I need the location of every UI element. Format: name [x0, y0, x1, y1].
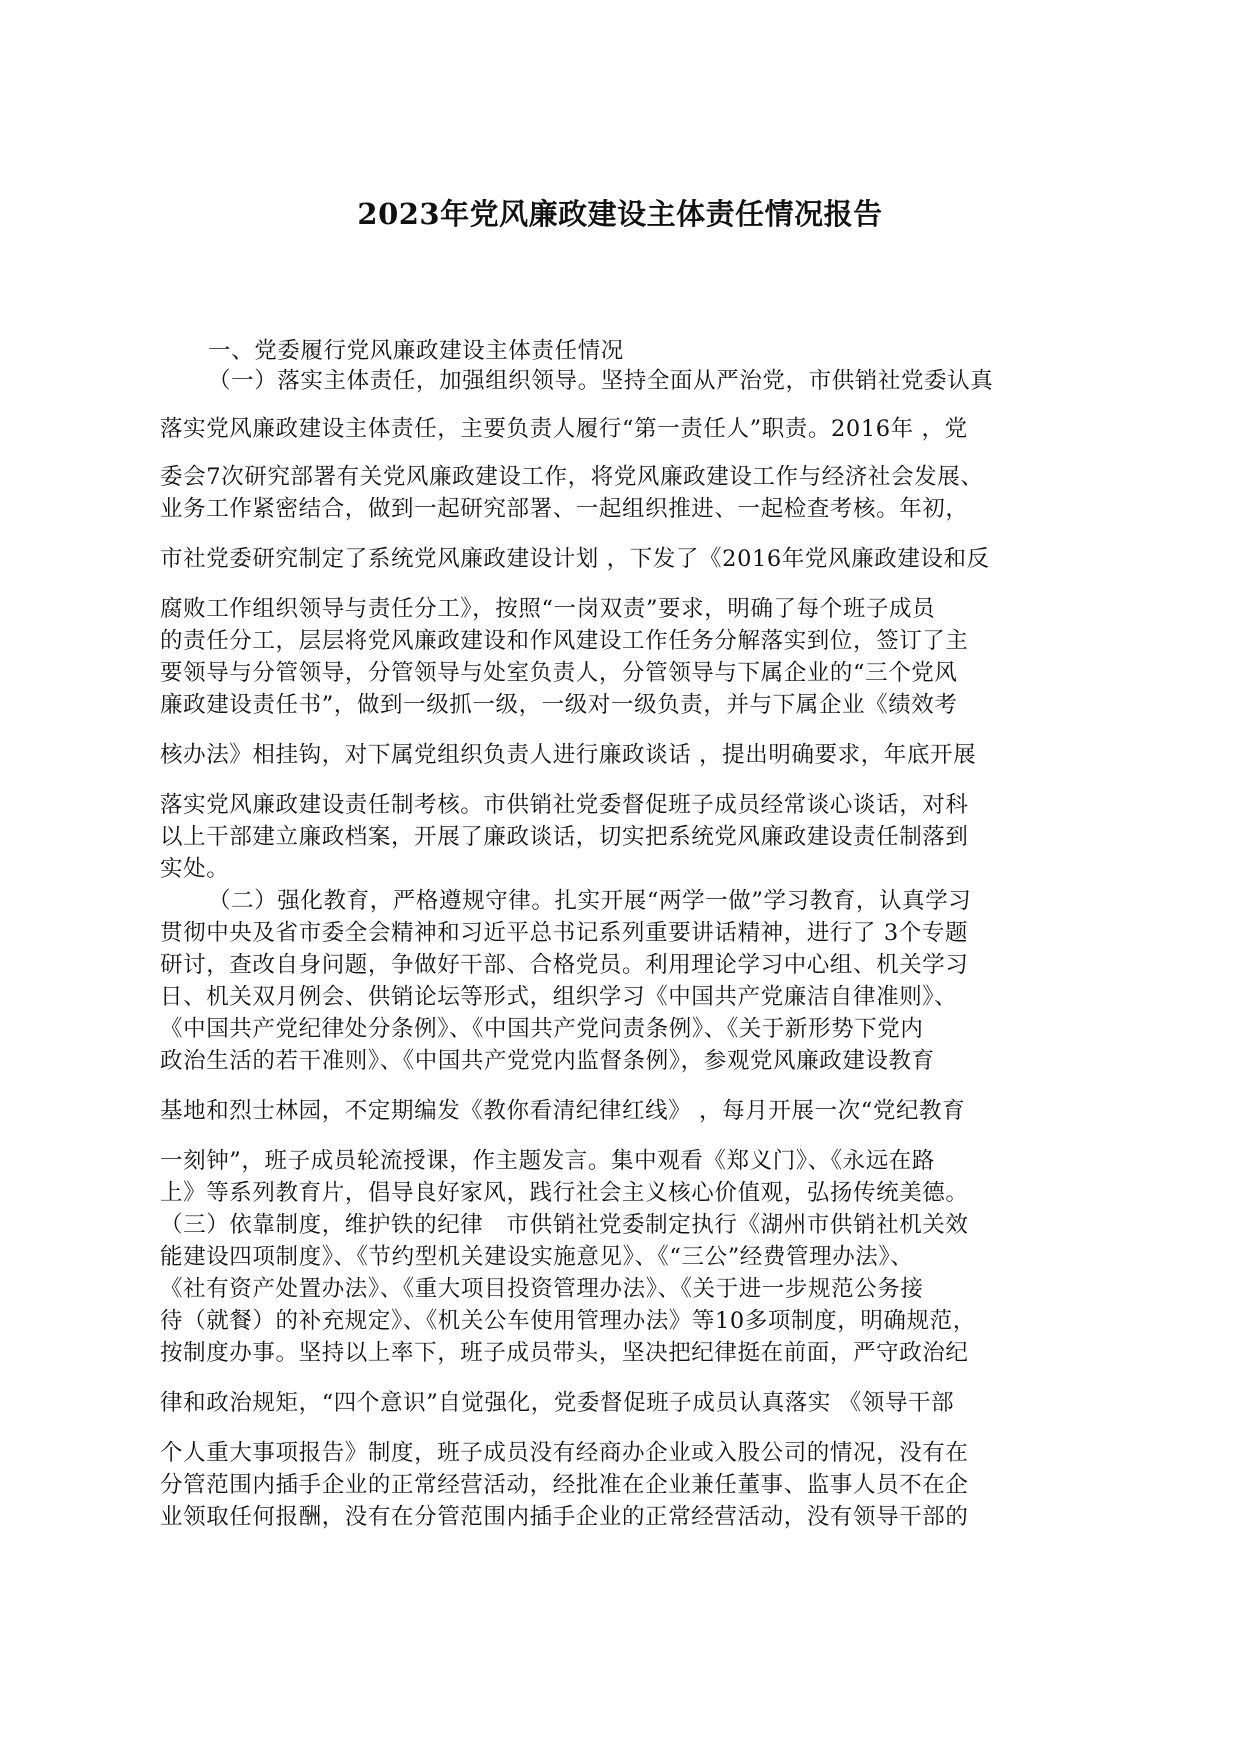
paragraph-line: （三）依靠制度，维护铁的纪律 市供销社党委制定执行《湖州市供销社机关效	[160, 1212, 969, 1238]
document-title: 2023年党风廉政建设主体责任情况报告	[357, 197, 883, 231]
paragraph-line: 业领取任何报酬，没有在分管范围内插手企业的正常经营活动，没有领导干部的	[160, 1504, 969, 1530]
paragraph-line: 政治生活的若干准则》、《中国共产党党内监督条例》，参观党风廉政建设教育	[160, 1048, 935, 1074]
paragraph-line: （二）强化教育，严格遵规守律。扎实开展“两学一做”学习教育，认真学习	[208, 888, 972, 914]
paragraph-line: （一）落实主体责任，加强组织领导。坚持全面从严治党，市供销社党委认真	[208, 368, 994, 394]
paragraph-line: 基地和烈士林园，不定期编发《教你看清纪律红线》 ，每月开展一次“党纪教育	[160, 1098, 966, 1124]
paragraph-line: 廉政建设责任书”，做到一级抓一级，一级对一级负责，并与下属企业《绩效考	[160, 692, 958, 718]
paragraph-line: 要领导与分管领导，分管领导与处室负责人，分管领导与下属企业的“三个党风	[160, 660, 958, 686]
paragraph-line: 市社党委研究制定了系统党风廉政建设计划 ，下发了《2016年党风廉政建设和反	[160, 546, 990, 572]
paragraph-line: 个人重大事项报告》制度，班子成员没有经商办企业或入股公司的情况，没有在	[160, 1440, 969, 1466]
paragraph-line: 按制度办事。坚持以上率下，班子成员带头，坚决把纪律挺在前面，严守政治纪	[160, 1340, 969, 1366]
paragraph-line: 上》等系列教育片，倡导良好家风，践行社会主义核心价值观，弘扬传统美德。	[160, 1180, 969, 1206]
paragraph-line: 的责任分工，层层将党风廉政建设和作风建设工作任务分解落实到位，签订了主	[160, 628, 969, 654]
paragraph-line: 待（就餐）的补充规定》、《机关公车使用管理办法》等10多项制度，明确规范，	[160, 1308, 976, 1334]
paragraph-line: 日、机关双月例会、供销论坛等形式，组织学习《中国共产党廉洁自律准则》、	[160, 984, 958, 1010]
paragraph-line: 以上干部建立廉政档案，开展了廉政谈话，切实把系统党风廉政建设责任制落到	[160, 824, 969, 850]
paragraph-line: 能建设四项制度》、《节约型机关建设实施意见》、《“三公”经费管理办法》、	[160, 1244, 914, 1270]
heading-section-1: 一、党委履行党风廉政建设主体责任情况	[208, 338, 624, 364]
paragraph-line: 落实党风廉政建设主体责任，主要负责人履行“第一责任人”职责。2016年 ，党	[160, 416, 968, 442]
paragraph-line: 律和政治规矩，“四个意识”自觉强化，党委督促班子成员认真落实 《领导干部	[160, 1390, 955, 1416]
paragraph-line: 实处。	[160, 856, 230, 882]
paragraph-line: 《社有资产处置办法》、《重大项目投资管理办法》、《关于进一步规范公务接	[160, 1276, 924, 1302]
paragraph-line: 落实党风廉政建设责任制考核。市供销社党委督促班子成员经常谈心谈话，对科	[160, 792, 969, 818]
paragraph-line: 核办法》相挂钩，对下属党组织负责人进行廉政谈话 ，提出明确要求，年底开展	[160, 742, 977, 768]
paragraph-line: 一刻钟”，班子成员轮流授课，作主题发言。集中观看《郑义门》、《永远在路	[160, 1148, 936, 1174]
paragraph-line: 《中国共产党纪律处分条例》、《中国共产党问责条例》、《关于新形势下党内	[160, 1016, 924, 1042]
paragraph-line: 研讨，查改自身问题，争做好干部、合格党员。利用理论学习中心组、机关学习	[160, 952, 969, 978]
paragraph-line: 分管范围内插手企业的正常经营活动，经批准在企业兼任董事、监事人员不在企	[160, 1472, 969, 1498]
paragraph-line: 业务工作紧密结合，做到一起研究部署、一起组织推进、一起检查考核。年初，	[160, 496, 969, 522]
paragraph-line: 腐败工作组织领导与责任分工》，按照“一岗双责”要求，明确了每个班子成员	[160, 596, 936, 622]
paragraph-line: 委会7次研究部署有关党风廉政建设工作，将党风廉政建设工作与经济社会发展、	[160, 464, 984, 490]
paragraph-line: 贯彻中央及省市委全会精神和习近平总书记系列重要讲话精神，进行了 3个专题	[160, 920, 969, 946]
